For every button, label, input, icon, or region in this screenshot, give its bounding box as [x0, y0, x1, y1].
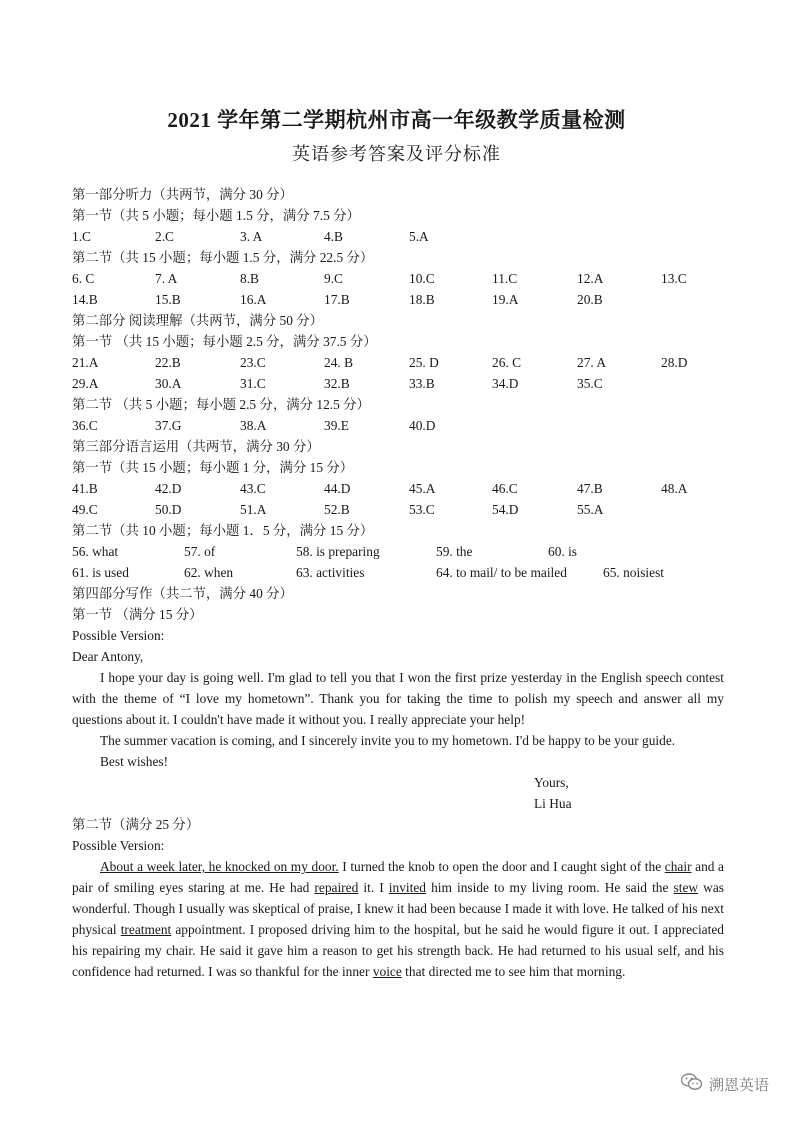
- part4-s1-heading: 第一节 （满分 15 分）: [72, 607, 203, 622]
- answer: 39.E: [324, 418, 349, 433]
- answer-row: [72, 415, 724, 436]
- part4-heading: 第四部分写作（共二节，满分 40 分）: [72, 586, 293, 601]
- answer: 55.A: [577, 502, 604, 517]
- answer: 22.B: [155, 355, 181, 370]
- story-keyword: repaired: [314, 880, 359, 895]
- answer-row: [72, 352, 724, 373]
- answer: 2.C: [155, 229, 174, 244]
- answer: 15.B: [155, 292, 181, 307]
- answer: 52.B: [324, 502, 350, 517]
- letter-signoff: Yours,: [534, 775, 569, 790]
- answer: 56. what: [72, 544, 119, 559]
- answer: 64. to mail/ to be mailed: [436, 565, 567, 580]
- story-keyword: stew: [673, 880, 699, 895]
- wechat-icon: [681, 1073, 703, 1095]
- answer: 61. is used: [72, 565, 129, 580]
- answer: 17.B: [324, 292, 350, 307]
- answer-row: [72, 499, 724, 520]
- part2-heading: 第二部分 阅读理解（共两节，满分 50 分）: [72, 313, 324, 328]
- answer: 60. is: [548, 544, 578, 559]
- answer: 43.C: [240, 481, 266, 496]
- answer: 14.B: [72, 292, 98, 307]
- answer: 33.B: [409, 376, 435, 391]
- answer-row: [72, 226, 724, 247]
- answer: 24. B: [324, 355, 354, 370]
- part3-s2-heading: 第二节（共 10 小题；每小题 1．5 分，满分 15 分）: [72, 523, 374, 538]
- letter-paragraph: I hope your day is going well. I'm glad to tell you that I won the first prize yesterday in the English speech contest with the theme of “I love my hometown”. Thank you for taking the time to polish my speech and answer all my questions about it. I couldn't have made it without you. I really appreciate your help!: [72, 670, 724, 727]
- answer: 28.D: [661, 355, 688, 370]
- possible-version-label: Possible Version:: [72, 838, 165, 853]
- answer: 19.A: [492, 292, 519, 307]
- part1-heading: 第一部分听力（共两节，满分 30 分）: [72, 187, 293, 202]
- story-keyword: invited: [388, 880, 426, 895]
- answer-row: [72, 478, 724, 499]
- answer: 45.A: [409, 481, 436, 496]
- answer: 20.B: [577, 292, 603, 307]
- answer: 48.A: [661, 481, 688, 496]
- answer: 38.A: [240, 418, 267, 433]
- answer: 63. activities: [296, 565, 365, 580]
- part3-s1-heading: 第一节（共 15 小题；每小题 1 分，满分 15 分）: [72, 460, 354, 475]
- answer: 51.A: [240, 502, 267, 517]
- answer: 36.C: [72, 418, 98, 433]
- answer: 65. noisiest: [603, 565, 665, 580]
- story-first-sentence: About a week later, he knocked on my door.: [100, 859, 339, 874]
- answer: 54.D: [492, 502, 519, 517]
- watermark-text: 溯恩英语: [708, 1075, 769, 1094]
- answer: 40.D: [409, 418, 436, 433]
- answer: 3. A: [240, 229, 263, 244]
- answer: 41.B: [72, 481, 98, 496]
- answer: 34.D: [492, 376, 519, 391]
- answer: 35.C: [577, 376, 603, 391]
- answer: 44.D: [324, 481, 351, 496]
- answer: 21.A: [72, 355, 99, 370]
- answer: 50.D: [155, 502, 182, 517]
- part2-s2-heading: 第二节 （共 5 小题；每小题 2.5 分，满分 12.5 分）: [72, 397, 370, 412]
- answer: 42.D: [155, 481, 182, 496]
- answer: 46.C: [492, 481, 518, 496]
- answer: 47.B: [577, 481, 603, 496]
- answer: 11.C: [492, 271, 518, 286]
- answer: 18.B: [409, 292, 435, 307]
- answer: 59. the: [436, 544, 473, 559]
- story-paragraph: About a week later, he knocked on my door. I turned the knob to open the door and I caught sight of the chair and a pair of smiling eyes staring at me. He had repaired it. I invited him inside to my living room. He said the stew was wonderful. Though I usually was skeptical of praise, I knew it had been because I made it with love. He talked of his next physical treatment appointment. I proposed driving him to the hospital, but he said he would figure it out. I appreciated his repairing my chair. He said it gave him a reason to get his strength back. He had returned to his usual self, and his confidence had returned. I was so thankful for the inner voice that directed me to see him that morning.: [72, 859, 724, 979]
- answer: 13.C: [661, 271, 687, 286]
- answer: 8.B: [240, 271, 259, 286]
- answer: 29.A: [72, 376, 99, 391]
- possible-version-label: Possible Version:: [72, 628, 165, 643]
- answer: 5.A: [409, 229, 429, 244]
- answer-row: [72, 289, 724, 310]
- letter-signature: Li Hua: [534, 796, 572, 811]
- answer-row: [72, 268, 724, 289]
- answer: 6. C: [72, 271, 95, 286]
- answer: 9.C: [324, 271, 343, 286]
- answer: 16.A: [240, 292, 267, 307]
- watermark: [681, 1073, 769, 1095]
- answer: 23.C: [240, 355, 266, 370]
- letter-paragraph: The summer vacation is coming, and I sincerely invite you to my hometown. I'd be happy to be your guide.: [100, 733, 676, 748]
- answer: 49.C: [72, 502, 98, 517]
- part1-s2-heading: 第二节（共 15 小题；每小题 1.5 分，满分 22.5 分）: [72, 250, 374, 265]
- answer-row: [72, 541, 724, 562]
- answer: 31.C: [240, 376, 266, 391]
- letter-closing: Best wishes!: [100, 754, 169, 769]
- answer: 27. A: [577, 355, 607, 370]
- answer: 7. A: [155, 271, 178, 286]
- story-keyword: treatment: [120, 922, 172, 937]
- answer: 4.B: [324, 229, 343, 244]
- answer: 32.B: [324, 376, 350, 391]
- page-subtitle: 英语参考答案及评分标准: [292, 144, 501, 164]
- answer: 25. D: [409, 355, 439, 370]
- answer: 37.G: [155, 418, 182, 433]
- answer: 57. of: [184, 544, 216, 559]
- part4-s2-heading: 第二节（满分 25 分）: [72, 817, 200, 832]
- answer-row: [72, 373, 724, 394]
- answer: 10.C: [409, 271, 435, 286]
- answer: 12.A: [577, 271, 604, 286]
- answer: 1.C: [72, 229, 91, 244]
- answer: 53.C: [409, 502, 435, 517]
- page-title: 2021 学年第二学期杭州市高一年级教学质量检测: [167, 108, 626, 132]
- answer: 62. when: [184, 565, 234, 580]
- answer: 30.A: [155, 376, 182, 391]
- part1-s1-heading: 第一节（共 5 小题；每小题 1.5 分，满分 7.5 分）: [72, 208, 360, 223]
- letter-greeting: Dear Antony,: [72, 649, 144, 664]
- answer: 58. is preparing: [296, 544, 380, 559]
- story-keyword: voice: [372, 964, 402, 979]
- answer-row: [72, 562, 724, 583]
- answer: 26. C: [492, 355, 522, 370]
- part3-heading: 第三部分语言运用（共两节，满分 30 分）: [72, 439, 320, 454]
- part2-s1-heading: 第一节 （共 15 小题；每小题 2.5 分，满分 37.5 分）: [72, 334, 377, 349]
- answer-content: [72, 184, 724, 982]
- story-keyword: chair: [664, 859, 692, 874]
